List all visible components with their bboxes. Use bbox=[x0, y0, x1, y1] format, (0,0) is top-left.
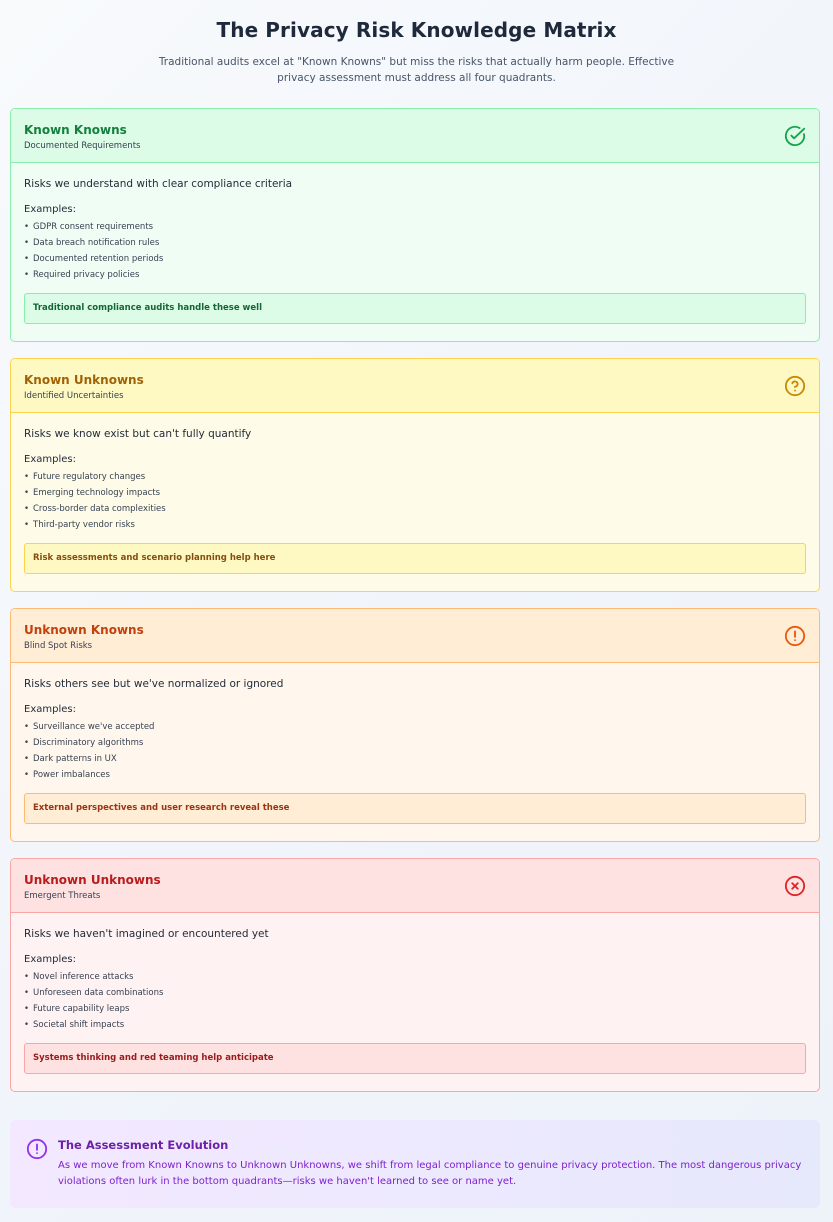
quadrant-header bbox=[11, 359, 819, 413]
check-circle-icon bbox=[784, 125, 806, 147]
examples-list bbox=[24, 219, 806, 283]
example-item: • Data breach notification rules bbox=[24, 235, 806, 251]
quadrant-note: Traditional compliance audits handle these well bbox=[24, 293, 806, 324]
evolution-title: The Assessment Evolution bbox=[58, 1138, 229, 1152]
example-item: • Power imbalances bbox=[24, 767, 806, 783]
question-circle-icon bbox=[784, 375, 806, 397]
quadrant-unknown-unknowns bbox=[10, 858, 820, 1092]
example-item: • Cross-border data complexities bbox=[24, 501, 806, 517]
examples-label: Examples: bbox=[24, 204, 76, 215]
alert-circle-icon bbox=[784, 625, 806, 647]
quadrant-subtitle: Identified Uncertainties bbox=[24, 391, 124, 401]
quadrant-subtitle: Documented Requirements bbox=[24, 141, 141, 151]
quadrant-note: External perspectives and user research reveal these bbox=[24, 793, 806, 824]
example-item: • Emerging technology impacts bbox=[24, 485, 806, 501]
quadrant-body bbox=[11, 163, 819, 324]
quadrant-body bbox=[11, 913, 819, 1074]
quadrant-description: Risks we haven't imagined or encountered yet bbox=[24, 928, 269, 940]
quadrant-body bbox=[11, 663, 819, 824]
example-item: • Documented retention periods bbox=[24, 251, 806, 267]
quadrant-known-knowns bbox=[10, 108, 820, 342]
example-item: • Novel inference attacks bbox=[24, 969, 806, 985]
example-item: • Surveillance we've accepted bbox=[24, 719, 806, 735]
quadrant-title: Known Unknowns bbox=[24, 373, 144, 387]
examples-label: Examples: bbox=[24, 454, 76, 465]
assessment-evolution-callout bbox=[10, 1120, 820, 1208]
example-item: • Future regulatory changes bbox=[24, 469, 806, 485]
examples-list bbox=[24, 719, 806, 783]
quadrant-title: Unknown Unknowns bbox=[24, 873, 161, 887]
quadrant-description: Risks we know exist but can't fully quantify bbox=[24, 428, 252, 440]
quadrant-subtitle: Blind Spot Risks bbox=[24, 641, 93, 651]
quadrant-note: Risk assessments and scenario planning help here bbox=[24, 543, 806, 574]
quadrant-unknown-knowns bbox=[10, 608, 820, 842]
example-item: • Unforeseen data combinations bbox=[24, 985, 806, 1001]
evolution-text: As we move from Known Knowns to Unknown Unknowns, we shift from legal compliance to genuine privacy protection. The most dangerous privacy violations often lurk in the bottom quadrants—risks we haven't learned to see or name yet. bbox=[58, 1160, 802, 1187]
example-item: • Dark patterns in UX bbox=[24, 751, 806, 767]
quadrant-known-unknowns bbox=[10, 358, 820, 592]
quadrant-title: Unknown Knowns bbox=[24, 623, 144, 637]
page-subtitle: Traditional audits excel at "Known Knowns" but miss the risks that actually harm people. Effective privacy assessment must address all four quadrants. bbox=[158, 56, 675, 84]
example-item: • Discriminatory algorithms bbox=[24, 735, 806, 751]
example-item: • Required privacy policies bbox=[24, 267, 806, 283]
quadrant-description: Risks we understand with clear compliance criteria bbox=[24, 178, 293, 190]
example-item: • Third-party vendor risks bbox=[24, 517, 806, 533]
examples-list bbox=[24, 969, 806, 1033]
alert-circle-icon bbox=[26, 1138, 48, 1160]
example-item: • Future capability leaps bbox=[24, 1001, 806, 1017]
page-title: The Privacy Risk Knowledge Matrix bbox=[216, 18, 617, 42]
examples-label: Examples: bbox=[24, 704, 76, 715]
examples-label: Examples: bbox=[24, 954, 76, 965]
quadrant-subtitle: Emergent Threats bbox=[24, 891, 101, 901]
quadrant-description: Risks others see but we've normalized or ignored bbox=[24, 678, 284, 690]
examples-list bbox=[24, 469, 806, 533]
quadrant-title: Known Knowns bbox=[24, 123, 127, 137]
quadrant-header bbox=[11, 609, 819, 663]
quadrant-note: Systems thinking and red teaming help anticipate bbox=[24, 1043, 806, 1074]
example-item: • Societal shift impacts bbox=[24, 1017, 806, 1033]
quadrant-header bbox=[11, 859, 819, 913]
header bbox=[0, 0, 833, 86]
quadrant-body bbox=[11, 413, 819, 574]
x-circle-icon bbox=[784, 875, 806, 897]
quadrant-header bbox=[11, 109, 819, 163]
example-item: • GDPR consent requirements bbox=[24, 219, 806, 235]
